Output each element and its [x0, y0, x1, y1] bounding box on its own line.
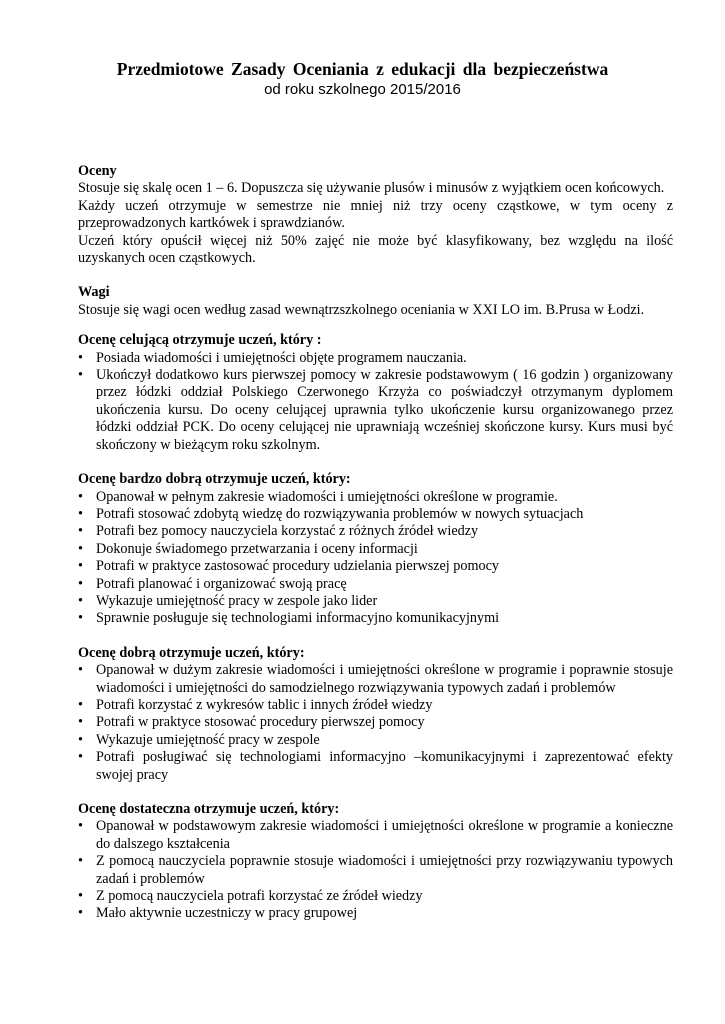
bullet-icon: •	[78, 749, 83, 766]
document-body	[78, 163, 673, 923]
list-item-text: Ukończył dodatkowo kurs pierwszej pomocy w zakresie podstawowym ( 16 godzin ) organizowany przez łódzki oddział Polskiego Czerwonego Krzyża co poświadczył otrzymanym dyplomem ukończenia kursu. Do oceny celującej uprawnia tylko ukończenie kursu organizowanego przez łódzki oddział PCK. Do oceny celującej nie uprawniają wcześniej skończone kursy. Kurs musi być skończony w bieżącym roku szkolnym.	[96, 367, 673, 453]
section-heading: Ocenę bardzo dobrą otrzymuje uczeń, który:	[78, 471, 351, 488]
list-item	[78, 593, 673, 610]
section-heading: Wagi	[78, 284, 110, 301]
list-item	[78, 523, 673, 540]
list-item-text: Opanował w pełnym zakresie wiadomości i umiejętności określone w programie.	[96, 488, 558, 505]
list-item-text: Potrafi planować i organizować swoją pracę	[96, 575, 347, 592]
bullet-icon: •	[78, 575, 83, 592]
list-item	[78, 818, 673, 853]
list-item-text: Potrafi w praktyce stosować procedury pierwszej pomocy	[96, 714, 425, 731]
list-item	[78, 558, 673, 575]
list-item	[78, 853, 673, 888]
list-item-text: Opanował w dużym zakresie wiadomości i umiejętności określone w programie i poprawnie stosuje wiadomości i umiejętności do samodzielnego rozwiązywania typowych zadań i problemów	[96, 662, 673, 696]
section-ocena-bardzo-dobra	[78, 471, 673, 628]
bullet-icon: •	[78, 558, 83, 575]
bullet-icon: •	[78, 367, 83, 384]
section-heading: Oceny	[78, 163, 117, 179]
list-item	[78, 350, 673, 367]
document-title: Przedmiotowe Zasady Oceniania z edukacji dla bezpieczeństwa	[116, 59, 609, 79]
list-item	[78, 888, 673, 905]
list-item	[78, 610, 673, 627]
list-item	[78, 506, 673, 523]
list-item-text: Z pomocą nauczyciela poprawnie stosuje wiadomości i umiejętności przy rozwiązywaniu typowych zadań i problemów	[96, 853, 673, 887]
list-item-text: Mało aktywnie uczestniczy w pracy grupowej	[96, 905, 358, 922]
list-item-text: Opanował w podstawowym zakresie wiadomości i umiejętności określone w programie a konieczne do dalszego kształcenia	[96, 818, 673, 852]
list-item-text: Potrafi w praktyce zastosować procedury udzielania pierwszej pomocy	[96, 558, 500, 575]
list-item-text: Potrafi korzystać z wykresów tablic i innych źródeł wiedzy	[96, 696, 433, 713]
paragraph: Każdy uczeń otrzymuje w semestrze nie mniej niż trzy oceny cząstkowe, w tym oceny z przeprowadzonych kartkówek i sprawdzianów.	[78, 197, 673, 232]
criteria-list	[78, 662, 673, 784]
bullet-icon: •	[78, 818, 83, 835]
criteria-list	[78, 489, 673, 628]
list-item-text: Wykazuje umiejętność pracy w zespole	[96, 731, 320, 748]
list-item-text: Posiada wiadomości i umiejętności objęte programem nauczania.	[96, 349, 467, 366]
bullet-icon: •	[78, 905, 83, 922]
paragraph: Uczeń który opuścił więcej niż 50% zajęć nie może być klasyfikowany, bez względu na ilość uzyskanych ocen cząstkowych.	[78, 232, 673, 267]
section-heading: Ocenę dobrą otrzymuje uczeń, który:	[78, 644, 305, 661]
bullet-icon: •	[78, 888, 83, 905]
section-wagi	[78, 284, 673, 319]
bullet-icon: •	[78, 592, 83, 609]
list-item	[78, 905, 673, 922]
list-item	[78, 662, 673, 697]
bullet-icon: •	[78, 523, 83, 540]
list-item	[78, 732, 673, 749]
bullet-icon: •	[78, 714, 83, 731]
list-item	[78, 367, 673, 454]
bullet-icon: •	[78, 853, 83, 870]
section-ocena-celujaca	[78, 332, 673, 454]
list-item-text: Wykazuje umiejętność pracy w zespole jako lider	[96, 592, 378, 609]
list-item-text: Sprawnie posługuje się technologiami informacyjno komunikacyjnymi	[96, 610, 500, 627]
paragraph: Stosuje się wagi ocen według zasad wewnątrzszkolnego oceniania w XXI LO im. B.Prusa w Łodzi.	[78, 301, 645, 318]
list-item-text: Z pomocą nauczyciela potrafi korzystać ze źródeł wiedzy	[96, 888, 423, 905]
bullet-icon: •	[78, 505, 83, 522]
bullet-icon: •	[78, 610, 83, 627]
bullet-icon: •	[78, 540, 83, 557]
bullet-icon: •	[78, 731, 83, 748]
section-oceny	[78, 163, 673, 267]
list-item	[78, 697, 673, 714]
bullet-icon: •	[78, 696, 83, 713]
criteria-list	[78, 818, 673, 922]
list-item	[78, 541, 673, 558]
list-item	[78, 714, 673, 731]
criteria-list	[78, 350, 673, 454]
list-item	[78, 749, 673, 784]
list-item-text: Potrafi stosować zdobytą wiedzę do rozwiązywania problemów w nowych sytuacjach	[96, 505, 584, 522]
bullet-icon: •	[78, 488, 83, 505]
section-ocena-dostateczna	[78, 801, 673, 923]
section-heading: Ocenę dostateczna otrzymuje uczeń, który:	[78, 801, 340, 817]
list-item	[78, 576, 673, 593]
list-item-text: Potrafi bez pomocy nauczyciela korzystać z różnych źródeł wiedzy	[96, 523, 479, 540]
paragraph: Stosuje się skalę ocen 1 – 6. Dopuszcza się używanie plusów i minusów z wyjątkiem ocen końcowych.	[78, 180, 665, 197]
section-heading: Ocenę celującą otrzymuje uczeń, który :	[78, 332, 322, 349]
list-item-text: Dokonuje świadomego przetwarzania i oceny informacji	[96, 540, 418, 557]
section-ocena-dobra	[78, 645, 673, 784]
list-item-text: Potrafi posługiwać się technologiami informacyjno –komunikacyjnymi i zaprezentować efekty swojej pracy	[96, 749, 673, 783]
list-item	[78, 489, 673, 506]
bullet-icon: •	[78, 662, 83, 679]
bullet-icon: •	[78, 349, 83, 366]
document-subtitle: od roku szkolnego 2015/2016	[264, 81, 461, 98]
